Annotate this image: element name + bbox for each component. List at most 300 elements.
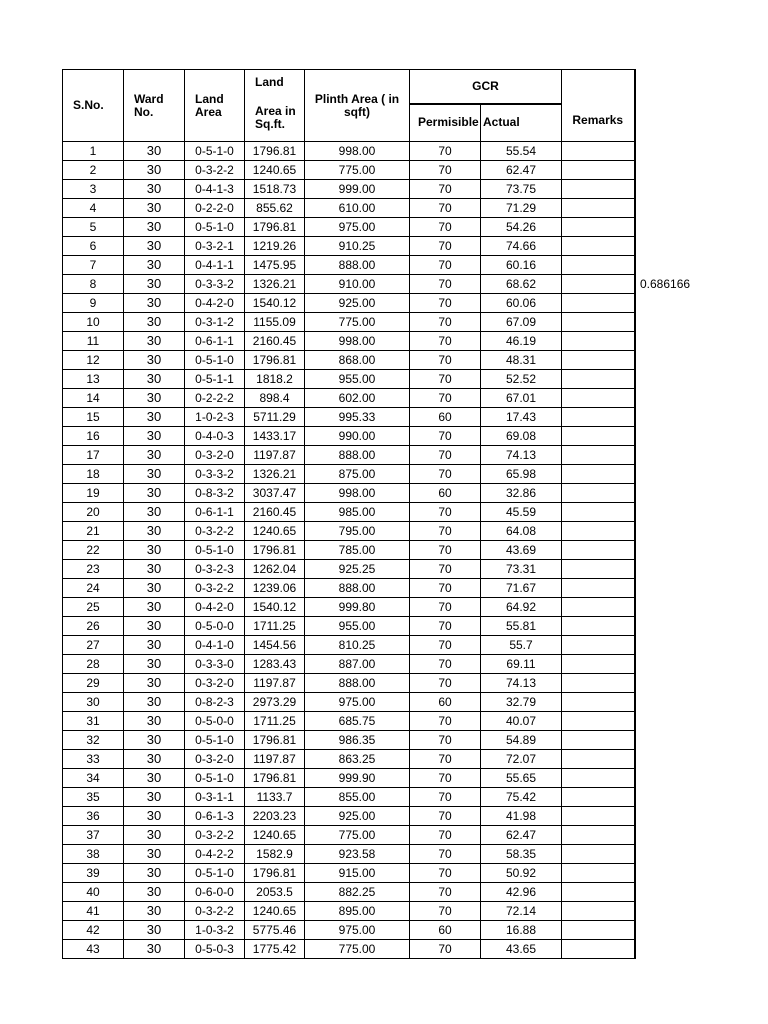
- cell-land-area-sqft: 1582.9: [245, 845, 305, 864]
- cell-land-area: 0-2-2-0: [185, 199, 245, 218]
- cell-plinth-area: 775.00: [305, 161, 410, 180]
- cell-gcr-permissible: 70: [410, 902, 481, 921]
- cell-gcr-permissible: 70: [410, 142, 481, 161]
- cell-gcr-permissible: 70: [410, 655, 481, 674]
- table-row: [63, 161, 635, 180]
- cell-sno: 1: [63, 142, 124, 161]
- table-row: [63, 484, 635, 503]
- cell-land-area: 0-2-2-2: [185, 389, 245, 408]
- cell-land-area-sqft: 1283.43: [245, 655, 305, 674]
- table-row: [63, 294, 635, 313]
- cell-ward-no: 30: [124, 427, 185, 446]
- table-row: [63, 636, 635, 655]
- cell-land-area: 0-4-2-2: [185, 845, 245, 864]
- cell-gcr-permissible: 70: [410, 617, 481, 636]
- cell-plinth-area: 925.00: [305, 294, 410, 313]
- cell-gcr-actual: 32.79: [481, 693, 562, 712]
- cell-plinth-area: 882.25: [305, 883, 410, 902]
- cell-land-area: 0-5-1-0: [185, 731, 245, 750]
- cell-gcr-actual: 64.92: [481, 598, 562, 617]
- table-row: [63, 389, 635, 408]
- cell-ward-no: 30: [124, 446, 185, 465]
- cell-remarks: [562, 427, 635, 446]
- cell-land-area-sqft: 2160.45: [245, 503, 305, 522]
- cell-gcr-actual: 67.09: [481, 313, 562, 332]
- cell-remarks: [562, 921, 635, 940]
- cell-remarks: [562, 845, 635, 864]
- cell-gcr-permissible: 70: [410, 636, 481, 655]
- cell-plinth-area: 925.25: [305, 560, 410, 579]
- cell-gcr-actual: 68.62: [481, 275, 562, 294]
- cell-land-area: 0-3-2-0: [185, 750, 245, 769]
- cell-gcr-actual: 69.08: [481, 427, 562, 446]
- cell-ward-no: 30: [124, 712, 185, 731]
- cell-plinth-area: 910.25: [305, 237, 410, 256]
- cell-land-area: 0-3-2-1: [185, 237, 245, 256]
- cell-gcr-actual: 62.47: [481, 826, 562, 845]
- cell-ward-no: 30: [124, 541, 185, 560]
- cell-ward-no: 30: [124, 199, 185, 218]
- cell-ward-no: 30: [124, 883, 185, 902]
- cell-plinth-area: 955.00: [305, 617, 410, 636]
- cell-gcr-actual: 73.75: [481, 180, 562, 199]
- cell-plinth-area: 975.00: [305, 218, 410, 237]
- cell-remarks: [562, 864, 635, 883]
- cell-gcr-permissible: 70: [410, 674, 481, 693]
- cell-land-area-sqft: 1796.81: [245, 142, 305, 161]
- cell-ward-no: 30: [124, 731, 185, 750]
- cell-land-area-sqft: 1796.81: [245, 541, 305, 560]
- cell-sno: 9: [63, 294, 124, 313]
- table-row: [63, 731, 635, 750]
- cell-sno: 6: [63, 237, 124, 256]
- cell-gcr-actual: 45.59: [481, 503, 562, 522]
- table-row: [63, 332, 635, 351]
- cell-sno: 34: [63, 769, 124, 788]
- table-row: [63, 275, 635, 294]
- cell-sno: 10: [63, 313, 124, 332]
- cell-remarks: [562, 256, 635, 275]
- cell-plinth-area: 995.33: [305, 408, 410, 427]
- table-row: [63, 845, 635, 864]
- cell-sno: 32: [63, 731, 124, 750]
- cell-land-area: 0-3-3-2: [185, 465, 245, 484]
- cell-land-area-sqft: 1540.12: [245, 294, 305, 313]
- cell-ward-no: 30: [124, 579, 185, 598]
- cell-remarks: [562, 199, 635, 218]
- table-row: [63, 199, 635, 218]
- table-row: [63, 408, 635, 427]
- table-row: [63, 940, 635, 959]
- cell-ward-no: 30: [124, 161, 185, 180]
- cell-gcr-actual: 54.26: [481, 218, 562, 237]
- cell-ward-no: 30: [124, 560, 185, 579]
- cell-land-area-sqft: 2053.5: [245, 883, 305, 902]
- cell-plinth-area: 999.00: [305, 180, 410, 199]
- cell-ward-no: 30: [124, 465, 185, 484]
- cell-land-area-sqft: 1454.56: [245, 636, 305, 655]
- cell-plinth-area: 955.00: [305, 370, 410, 389]
- cell-sno: 23: [63, 560, 124, 579]
- cell-sno: 15: [63, 408, 124, 427]
- cell-gcr-actual: 74.13: [481, 674, 562, 693]
- cell-sno: 42: [63, 921, 124, 940]
- cell-sno: 43: [63, 940, 124, 959]
- cell-land-area: 0-5-1-1: [185, 370, 245, 389]
- cell-sno: 12: [63, 351, 124, 370]
- cell-land-area-sqft: 3037.47: [245, 484, 305, 503]
- cell-plinth-area: 985.00: [305, 503, 410, 522]
- cell-plinth-area: 895.00: [305, 902, 410, 921]
- table-row: [63, 769, 635, 788]
- cell-land-area: 0-6-1-1: [185, 332, 245, 351]
- cell-land-area-sqft: 1475.95: [245, 256, 305, 275]
- cell-land-area-sqft: 1197.87: [245, 750, 305, 769]
- cell-land-area: 0-4-1-1: [185, 256, 245, 275]
- cell-land-area: 0-4-1-0: [185, 636, 245, 655]
- cell-gcr-actual: 42.96: [481, 883, 562, 902]
- cell-sno: 4: [63, 199, 124, 218]
- cell-gcr-actual: 55.7: [481, 636, 562, 655]
- cell-land-area-sqft: 1711.25: [245, 712, 305, 731]
- cell-land-area-sqft: 5775.46: [245, 921, 305, 940]
- cell-plinth-area: 810.25: [305, 636, 410, 655]
- cell-remarks: [562, 218, 635, 237]
- cell-sno: 28: [63, 655, 124, 674]
- table-row: [63, 313, 635, 332]
- cell-gcr-actual: 75.42: [481, 788, 562, 807]
- cell-land-area: 0-5-1-0: [185, 142, 245, 161]
- cell-land-area-sqft: 1796.81: [245, 731, 305, 750]
- table-row: [63, 579, 635, 598]
- cell-land-area-sqft: 1219.26: [245, 237, 305, 256]
- cell-gcr-permissible: 70: [410, 256, 481, 275]
- cell-land-area-sqft: 1155.09: [245, 313, 305, 332]
- cell-remarks: [562, 142, 635, 161]
- cell-remarks: [562, 693, 635, 712]
- cell-ward-no: 30: [124, 807, 185, 826]
- table-row: [63, 807, 635, 826]
- cell-gcr-actual: 71.67: [481, 579, 562, 598]
- cell-remarks: [562, 370, 635, 389]
- cell-gcr-permissible: 70: [410, 750, 481, 769]
- cell-gcr-permissible: 60: [410, 921, 481, 940]
- cell-land-area: 0-5-1-0: [185, 218, 245, 237]
- cell-gcr-permissible: 70: [410, 199, 481, 218]
- cell-remarks: [562, 940, 635, 959]
- cell-remarks: [562, 579, 635, 598]
- cell-gcr-permissible: 70: [410, 313, 481, 332]
- cell-land-area-sqft: 1239.06: [245, 579, 305, 598]
- cell-gcr-actual: 55.54: [481, 142, 562, 161]
- cell-land-area: 1-0-3-2: [185, 921, 245, 940]
- cell-gcr-actual: 64.08: [481, 522, 562, 541]
- cell-ward-no: 30: [124, 693, 185, 712]
- cell-gcr-actual: 52.52: [481, 370, 562, 389]
- cell-gcr-permissible: 70: [410, 351, 481, 370]
- cell-plinth-area: 602.00: [305, 389, 410, 408]
- cell-gcr-permissible: 70: [410, 769, 481, 788]
- cell-land-area: 1-0-2-3: [185, 408, 245, 427]
- cell-sno: 25: [63, 598, 124, 617]
- cell-land-area: 0-8-2-3: [185, 693, 245, 712]
- cell-gcr-actual: 55.65: [481, 769, 562, 788]
- cell-gcr-permissible: 70: [410, 864, 481, 883]
- header-land-area: Land Area: [185, 70, 245, 142]
- cell-plinth-area: 975.00: [305, 693, 410, 712]
- cell-sno: 27: [63, 636, 124, 655]
- cell-sno: 2: [63, 161, 124, 180]
- cell-gcr-actual: 55.81: [481, 617, 562, 636]
- cell-sno: 16: [63, 427, 124, 446]
- cell-remarks: [562, 674, 635, 693]
- cell-remarks: [562, 617, 635, 636]
- cell-land-area: 0-4-1-3: [185, 180, 245, 199]
- cell-plinth-area: 610.00: [305, 199, 410, 218]
- cell-gcr-actual: 65.98: [481, 465, 562, 484]
- cell-land-area-sqft: 1197.87: [245, 446, 305, 465]
- header-ward-no: Ward No.: [124, 70, 185, 142]
- cell-gcr-actual: 48.31: [481, 351, 562, 370]
- cell-gcr-permissible: 70: [410, 294, 481, 313]
- cell-gcr-actual: 62.47: [481, 161, 562, 180]
- cell-gcr-actual: 71.29: [481, 199, 562, 218]
- table-body: [63, 142, 635, 959]
- cell-land-area-sqft: 1540.12: [245, 598, 305, 617]
- cell-gcr-permissible: 70: [410, 465, 481, 484]
- table-row: [63, 427, 635, 446]
- cell-land-area-sqft: 855.62: [245, 199, 305, 218]
- cell-land-area: 0-4-2-0: [185, 294, 245, 313]
- cell-remarks: [562, 883, 635, 902]
- cell-gcr-permissible: 70: [410, 275, 481, 294]
- cell-ward-no: 30: [124, 332, 185, 351]
- cell-land-area: 0-6-0-0: [185, 883, 245, 902]
- table-row: [63, 142, 635, 161]
- cell-land-area-sqft: 2973.29: [245, 693, 305, 712]
- cell-ward-no: 30: [124, 256, 185, 275]
- cell-remarks: [562, 161, 635, 180]
- cell-land-area: 0-5-0-0: [185, 617, 245, 636]
- cell-gcr-actual: 43.69: [481, 541, 562, 560]
- cell-ward-no: 30: [124, 750, 185, 769]
- cell-land-area-sqft: 2203.23: [245, 807, 305, 826]
- cell-remarks: [562, 712, 635, 731]
- table-row: [63, 351, 635, 370]
- cell-sno: 31: [63, 712, 124, 731]
- cell-ward-no: 30: [124, 408, 185, 427]
- cell-remarks: [562, 351, 635, 370]
- table-row: [63, 902, 635, 921]
- cell-gcr-permissible: 70: [410, 788, 481, 807]
- cell-remarks: [562, 522, 635, 541]
- table-row: [63, 370, 635, 389]
- cell-sno: 21: [63, 522, 124, 541]
- table-row: [63, 218, 635, 237]
- cell-land-area-sqft: 1711.25: [245, 617, 305, 636]
- table-row: [63, 883, 635, 902]
- cell-gcr-actual: 16.88: [481, 921, 562, 940]
- cell-land-area: 0-8-3-2: [185, 484, 245, 503]
- cell-plinth-area: 775.00: [305, 313, 410, 332]
- cell-plinth-area: 875.00: [305, 465, 410, 484]
- cell-land-area: 0-3-1-1: [185, 788, 245, 807]
- cell-gcr-permissible: 70: [410, 579, 481, 598]
- cell-gcr-permissible: 70: [410, 370, 481, 389]
- cell-land-area: 0-3-2-3: [185, 560, 245, 579]
- cell-plinth-area: 855.00: [305, 788, 410, 807]
- cell-land-area: 0-4-2-0: [185, 598, 245, 617]
- cell-sno: 7: [63, 256, 124, 275]
- cell-sno: 8: [63, 275, 124, 294]
- cell-plinth-area: 998.00: [305, 484, 410, 503]
- cell-gcr-permissible: 70: [410, 845, 481, 864]
- table-row: [63, 788, 635, 807]
- table-row: [63, 237, 635, 256]
- cell-remarks: [562, 807, 635, 826]
- header-gcr-permissible: Permisible: [410, 104, 481, 142]
- cell-remarks: [562, 560, 635, 579]
- cell-plinth-area: 685.75: [305, 712, 410, 731]
- cell-plinth-area: 990.00: [305, 427, 410, 446]
- cell-land-area: 0-5-1-0: [185, 351, 245, 370]
- cell-land-area-sqft: 1796.81: [245, 218, 305, 237]
- cell-gcr-actual: 74.13: [481, 446, 562, 465]
- cell-land-area: 0-6-1-3: [185, 807, 245, 826]
- cell-remarks: [562, 484, 635, 503]
- cell-land-area: 0-3-1-2: [185, 313, 245, 332]
- cell-land-area-sqft: 5711.29: [245, 408, 305, 427]
- cell-land-area-sqft: 2160.45: [245, 332, 305, 351]
- cell-remarks: [562, 541, 635, 560]
- cell-sno: 38: [63, 845, 124, 864]
- table-row: [63, 750, 635, 769]
- cell-land-area-sqft: 1240.65: [245, 826, 305, 845]
- cell-plinth-area: 868.00: [305, 351, 410, 370]
- cell-gcr-permissible: 70: [410, 712, 481, 731]
- cell-gcr-permissible: 70: [410, 332, 481, 351]
- cell-remarks: [562, 769, 635, 788]
- cell-ward-no: 30: [124, 313, 185, 332]
- table-row: [63, 541, 635, 560]
- cell-gcr-permissible: 70: [410, 522, 481, 541]
- cell-land-area: 0-5-0-0: [185, 712, 245, 731]
- cell-land-area-sqft: 1818.2: [245, 370, 305, 389]
- cell-ward-no: 30: [124, 826, 185, 845]
- cell-ward-no: 30: [124, 921, 185, 940]
- cell-ward-no: 30: [124, 769, 185, 788]
- cell-sno: 36: [63, 807, 124, 826]
- cell-land-area: 0-3-2-0: [185, 446, 245, 465]
- cell-remarks: [562, 750, 635, 769]
- cell-sno: 37: [63, 826, 124, 845]
- header-land-area-sqft-line2: Area in Sq.ft.: [255, 104, 296, 131]
- cell-plinth-area: 795.00: [305, 522, 410, 541]
- cell-remarks: [562, 180, 635, 199]
- cell-land-area-sqft: 1240.65: [245, 522, 305, 541]
- cell-sno: 24: [63, 579, 124, 598]
- cell-land-area: 0-3-2-2: [185, 522, 245, 541]
- table-row: [63, 674, 635, 693]
- cell-sno: 3: [63, 180, 124, 199]
- cell-ward-no: 30: [124, 351, 185, 370]
- cell-ward-no: 30: [124, 598, 185, 617]
- cell-land-area-sqft: 1262.04: [245, 560, 305, 579]
- cell-land-area: 0-5-1-0: [185, 769, 245, 788]
- cell-plinth-area: 775.00: [305, 940, 410, 959]
- cell-gcr-permissible: 70: [410, 826, 481, 845]
- cell-gcr-permissible: 70: [410, 541, 481, 560]
- cell-land-area: 0-6-1-1: [185, 503, 245, 522]
- cell-plinth-area: 986.35: [305, 731, 410, 750]
- cell-remarks: [562, 826, 635, 845]
- cell-land-area-sqft: 1197.87: [245, 674, 305, 693]
- cell-remarks: [562, 636, 635, 655]
- side-value: 0.686166: [640, 277, 691, 291]
- cell-sno: 19: [63, 484, 124, 503]
- cell-gcr-permissible: 70: [410, 389, 481, 408]
- cell-remarks: [562, 503, 635, 522]
- cell-plinth-area: 888.00: [305, 446, 410, 465]
- cell-plinth-area: 888.00: [305, 256, 410, 275]
- cell-sno: 39: [63, 864, 124, 883]
- cell-ward-no: 30: [124, 275, 185, 294]
- cell-remarks: [562, 332, 635, 351]
- cell-gcr-actual: 32.86: [481, 484, 562, 503]
- cell-remarks: [562, 788, 635, 807]
- cell-sno: 22: [63, 541, 124, 560]
- cell-gcr-actual: 60.16: [481, 256, 562, 275]
- cell-gcr-actual: 41.98: [481, 807, 562, 826]
- cell-land-area-sqft: 1240.65: [245, 161, 305, 180]
- cell-gcr-actual: 73.31: [481, 560, 562, 579]
- cell-land-area: 0-3-2-2: [185, 826, 245, 845]
- cell-gcr-permissible: 60: [410, 484, 481, 503]
- header-land-area-sqft: [245, 70, 305, 142]
- cell-gcr-actual: 40.07: [481, 712, 562, 731]
- table-row: [63, 560, 635, 579]
- cell-gcr-permissible: 70: [410, 731, 481, 750]
- cell-remarks: [562, 313, 635, 332]
- cell-gcr-actual: 46.19: [481, 332, 562, 351]
- cell-remarks: [562, 731, 635, 750]
- cell-plinth-area: 923.58: [305, 845, 410, 864]
- table-row: [63, 446, 635, 465]
- cell-gcr-actual: 72.07: [481, 750, 562, 769]
- cell-land-area: 0-5-1-0: [185, 541, 245, 560]
- cell-gcr-permissible: 70: [410, 218, 481, 237]
- cell-ward-no: 30: [124, 218, 185, 237]
- header-land-area-sqft-line1: Land: [255, 75, 284, 89]
- cell-sno: 5: [63, 218, 124, 237]
- cell-land-area-sqft: 1133.7: [245, 788, 305, 807]
- cell-land-area: 0-5-1-0: [185, 864, 245, 883]
- cell-ward-no: 30: [124, 655, 185, 674]
- cell-ward-no: 30: [124, 788, 185, 807]
- cell-land-area: 0-3-2-2: [185, 902, 245, 921]
- cell-gcr-permissible: 70: [410, 807, 481, 826]
- header-plinth-area: Plinth Area ( in sqft): [305, 70, 410, 142]
- cell-ward-no: 30: [124, 522, 185, 541]
- cell-ward-no: 30: [124, 237, 185, 256]
- cell-land-area-sqft: 898.4: [245, 389, 305, 408]
- cell-land-area-sqft: 1796.81: [245, 864, 305, 883]
- cell-sno: 26: [63, 617, 124, 636]
- cell-gcr-permissible: 70: [410, 560, 481, 579]
- cell-gcr-actual: 50.92: [481, 864, 562, 883]
- cell-ward-no: 30: [124, 389, 185, 408]
- cell-plinth-area: 775.00: [305, 826, 410, 845]
